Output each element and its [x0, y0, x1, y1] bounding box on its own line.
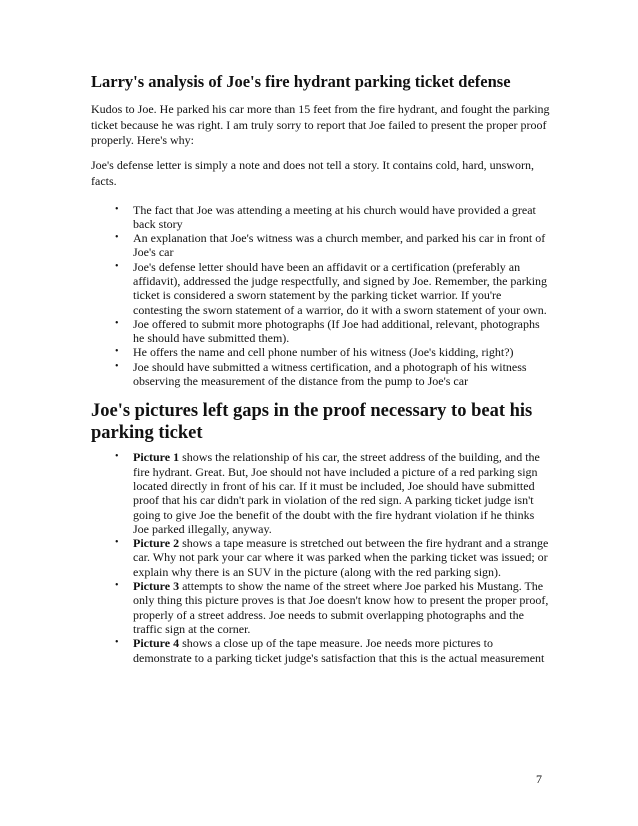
- list-item: [115, 231, 551, 260]
- page-content: [91, 72, 551, 665]
- list-item: [115, 636, 551, 665]
- bullet-icon: •: [115, 317, 119, 329]
- list-item: [115, 359, 551, 389]
- defense-points-list: [91, 203, 551, 389]
- list-item: [115, 202, 551, 232]
- list-item-text: An explanation that Joe's witness was a church member, and parked his car in front of Joe's car: [133, 231, 546, 260]
- page-title: Larry's analysis of Joe's fire hydrant parking ticket defense: [91, 72, 511, 91]
- picture-label: Picture 1: [133, 450, 180, 465]
- bullet-icon: •: [115, 360, 119, 372]
- picture-label: Picture 4: [133, 636, 180, 651]
- list-item-text: Joe should have submitted a witness certification, and a photograph of his witness observing the measurement of the distance from the pump to Joe's car: [133, 359, 527, 389]
- picture-label: Picture 2: [133, 536, 180, 551]
- section-heading: Joe's pictures left gaps in the proof necessary to beat his parking ticket: [91, 401, 533, 444]
- picture-description: shows a close up of the tape measure. Joe needs more pictures to demonstrate to a parking ticket judge's satisfaction that this is the actual measurement: [133, 636, 545, 665]
- bullet-icon: •: [115, 451, 119, 463]
- list-item: [115, 536, 551, 579]
- bullet-icon: •: [115, 260, 119, 272]
- list-item: [115, 259, 551, 317]
- picture-label: Picture 3: [133, 579, 180, 594]
- bullet-icon: •: [115, 232, 119, 244]
- picture-points-list: [91, 450, 551, 664]
- picture-description: shows a tape measure is stretched out between the fire hydrant and a strange car. Why not park your car where it was parked when the parking ticket was issued; or explain why there is an SUV in the picture (along with the red parking sign).: [133, 536, 549, 579]
- bullet-icon: •: [115, 580, 119, 592]
- defense-letter-paragraph: Joe's defense letter is simply a note and does not tell a story. It contains cold, hard, unsworn, facts.: [91, 158, 534, 188]
- picture-description: attempts to show the name of the street where Joe parked his Mustang. The only thing this picture proves is that Joe doesn't know how to present the proper proof, properly of a street address. Joe needs to submit overlapping photographs and the traffic sign at the corner.: [133, 579, 549, 636]
- list-item-text: He offers the name and cell phone number of his witness (Joe's kidding, right?): [133, 345, 514, 360]
- list-item: [115, 579, 551, 636]
- list-item: [115, 316, 551, 346]
- bullet-icon: •: [115, 637, 119, 649]
- list-item: [115, 345, 551, 360]
- list-item: [115, 450, 551, 536]
- bullet-icon: •: [115, 537, 119, 549]
- page-number: 7: [536, 772, 542, 786]
- intro-paragraph: Kudos to Joe. He parked his car more than 15 feet from the fire hydrant, and fought the parking ticket because he was right. I am truly sorry to report that Joe failed to present the proper proof properly. Here's why:: [91, 102, 550, 148]
- list-item-text: Joe offered to submit more photographs (If Joe had additional, relevant, photographs he should have submitted them).: [133, 316, 540, 346]
- list-item-text: The fact that Joe was attending a meeting at his church would have provided a great back story: [133, 202, 536, 231]
- bullet-icon: •: [115, 346, 119, 358]
- list-item-text: Joe's defense letter should have been an affidavit or a certification (preferably an affidavit), addressed the judge respectfully, and signed by Joe. Remember, the parking ticket is considered a sworn statement by the parking ticket warrior. If you're contesting the sworn statement of a warrior, do it with a sworn statement of your own.: [133, 259, 548, 317]
- picture-description: shows the relationship of his car, the street address of the building, and the fire hydrant. Great. But, Joe should not have included a picture of a red parking sign located directly in front of his car. If it must be included, Joe should have submitted proof that his car didn't park in violation of the red sign. A parking ticket judge isn't going to give Joe the benefit of the doubt with the fire hydrant violation if he thinks Joe parked illegally, anyway.: [133, 450, 540, 536]
- bullet-icon: •: [115, 203, 119, 215]
